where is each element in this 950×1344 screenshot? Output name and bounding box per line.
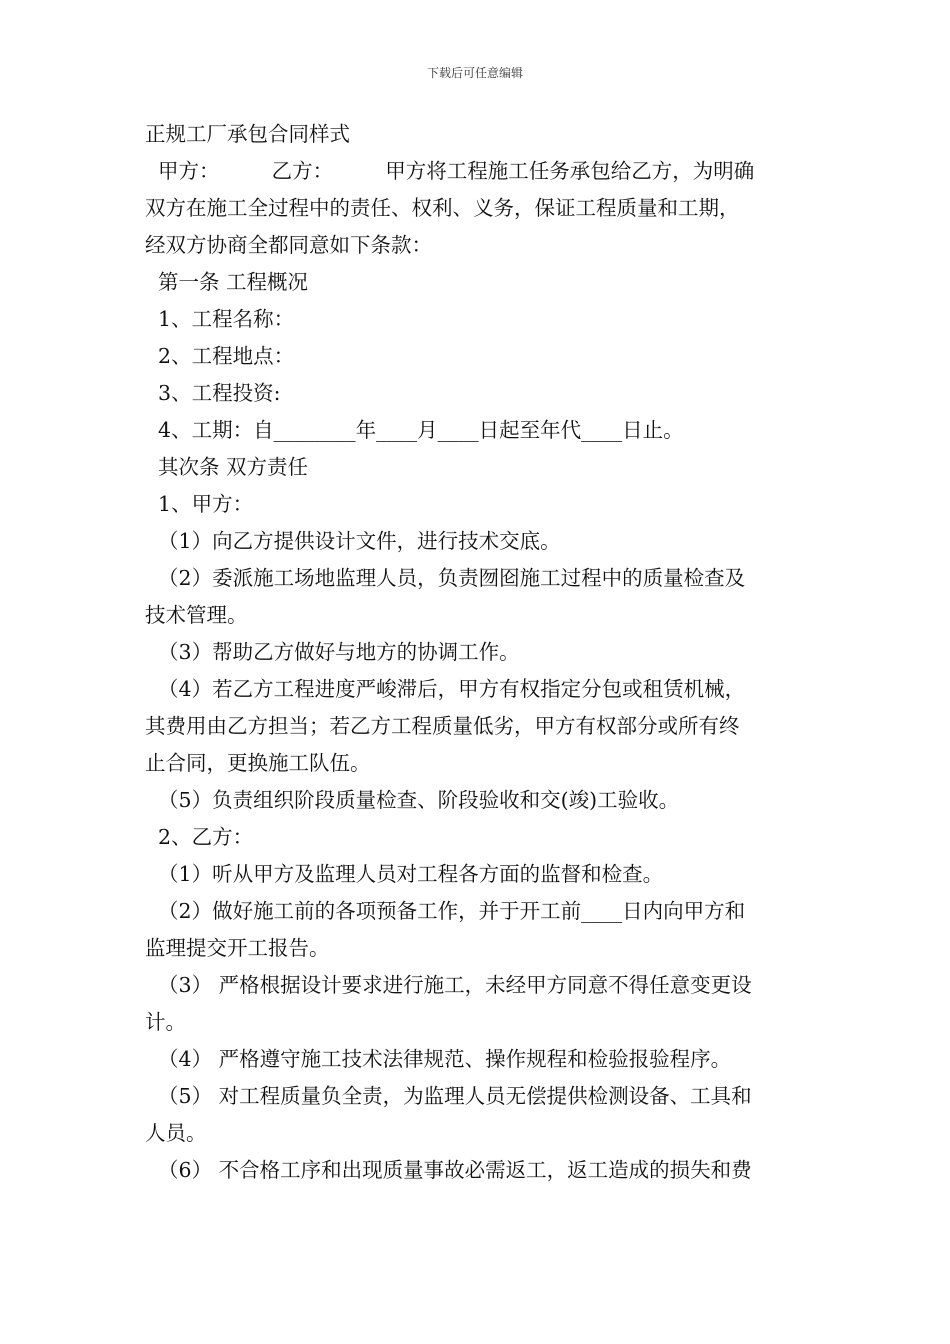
paragraph-line: 计。 (145, 1010, 186, 1034)
list-item: 3、工程投资: (145, 381, 281, 405)
paragraph-line: 止合同，更换施工队伍。 (145, 751, 371, 775)
paragraph-line: 经双方协商全都同意如下条款： (145, 233, 432, 257)
list-item: （3）帮助乙方做好与地方的协调工作。 (145, 640, 520, 664)
list-item: （6） 不合格工序和出现质量事故必需返工，返工造成的损失和费 (145, 1158, 752, 1182)
paragraph-line: 双方在施工全过程中的责任、权利、义务，保证工程质量和工期， (145, 196, 740, 220)
paragraph-line: 监理提交开工报告。 (145, 936, 330, 960)
list-item: 2、乙方： (145, 825, 254, 849)
paragraph-line: 人员。 (145, 1121, 207, 1145)
list-item: 1、工程名称： (145, 307, 295, 331)
list-item: （3） 严格根据设计要求进行施工，未经甲方同意不得任意变更设 (145, 973, 752, 997)
list-item: （1）向乙方提供设计文件，进行技术交底。 (145, 529, 561, 553)
list-item: 1、甲方： (145, 492, 254, 516)
list-item: 2、工程地点： (145, 344, 295, 368)
document-title: 正规工厂承包合同样式 (145, 122, 350, 146)
list-item: （4）若乙方工程进度严峻滞后，甲方有权指定分包或租赁机械， (145, 677, 746, 701)
list-item: （5）负责组织阶段质量检查、阶段验收和交(竣)工验收。 (145, 788, 680, 812)
paragraph-line: 甲方： 乙方： 甲方将工程施工任务承包给乙方，为明确 (145, 159, 755, 183)
list-item: 4、工期：自________年____月____日起至年代____日止。 (145, 418, 684, 442)
page-header: 下载后可任意编辑 (426, 66, 523, 80)
paragraph-line: 技术管理。 (145, 603, 248, 627)
paragraph-line: 其费用由乙方担当；若乙方工程质量低劣，甲方有权部分或所有终 (145, 714, 740, 738)
list-item: （4） 严格遵守施工技术法律规范、操作规程和检验报验程序。 (145, 1047, 732, 1071)
list-item: （1）听从甲方及监理人员对工程各方面的监督和检查。 (145, 862, 664, 886)
section-heading: 第一条 工程概况 (145, 270, 309, 294)
list-item: （2）委派施工场地监理人员，负责囫囵施工过程中的质量检查及 (145, 566, 746, 590)
list-item: （5） 对工程质量负全责，为监理人员无偿提供检测设备、工具和 (145, 1084, 752, 1108)
document-body (145, 116, 807, 1189)
section-heading: 其次条 双方责任 (145, 455, 309, 479)
list-item: （2）做好施工前的各项预备工作，并于开工前____日内向甲方和 (145, 899, 746, 923)
